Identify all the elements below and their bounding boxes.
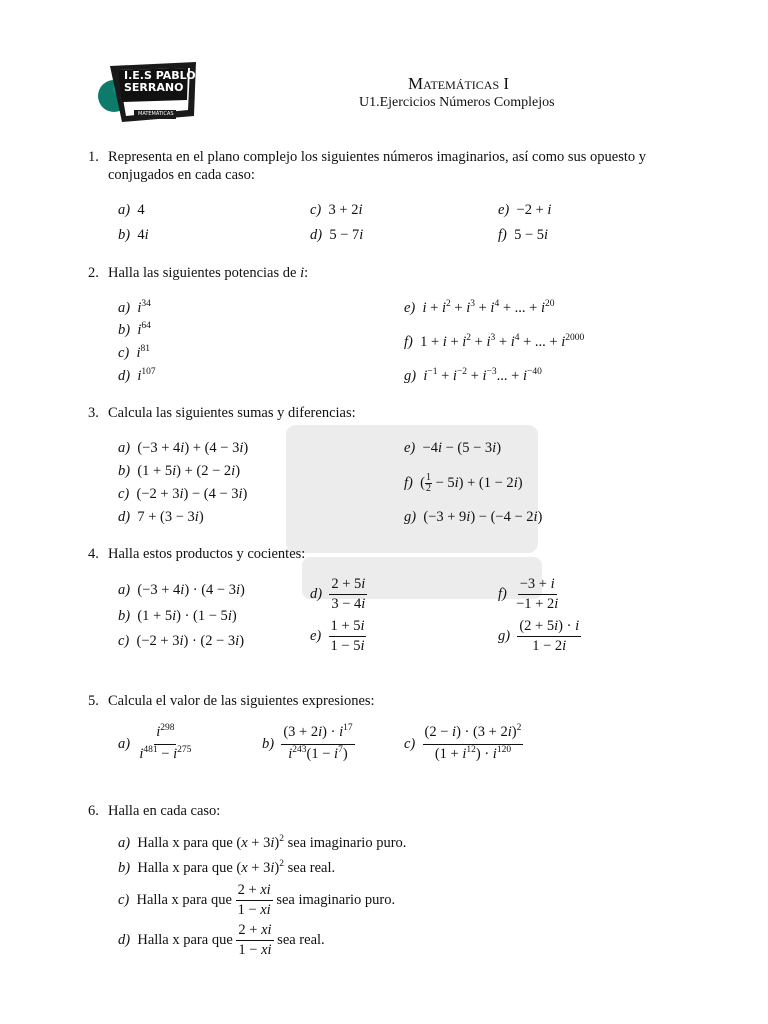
- ex4-item-e: e) $\frac{1 + 5i}{1 - 5i}$: [310, 618, 365, 654]
- ex1-item-c: c) 3 + 2i: [310, 202, 363, 218]
- exercise-3-statement: Calcula las siguientes sumas y diferencias:: [108, 405, 356, 421]
- ex6-item-a: a) Halla x para que $(x + 3i)^2$ sea imaginario puro.: [118, 834, 407, 851]
- ex5-item-b: b) $\frac{(3 + 2i) \cdot i^{17}}{i^{243}(1 - i^7)}$: [262, 723, 353, 762]
- ex5-item-c: c) $\frac{(2 - i) \cdot (3 + 2i)^2}{(1 + i^{12}) \cdot i^{120}}$: [404, 723, 522, 762]
- exercise-2-statement: Halla las siguientes potencias de i:: [108, 265, 309, 281]
- ex3-item-f: f) ( $\frac{1}{2}$ − 5i) + (1 − 2i): [404, 472, 523, 494]
- ex3-item-a: a) (−3 + 4i) + (4 − 3i): [118, 440, 249, 456]
- logo-line-1: I.E.S PABLO: [124, 69, 196, 82]
- exercise-5-number: 5.: [88, 693, 99, 709]
- logo-line-2: SERRANO: [124, 81, 184, 94]
- ex6-item-d: d) Halla x para que $\frac{2 + xi}{1 - xi}$ sea real.: [118, 922, 325, 958]
- ex3-item-e: e) −4i − (5 − 3i): [404, 440, 502, 456]
- ex4-item-f: f) $\frac{-3 + i}{-1 + 2i}$: [498, 576, 559, 612]
- ex2-item-c: c) $i^{81}$: [118, 344, 151, 361]
- exercise-3-number: 3.: [88, 405, 99, 421]
- ex4-item-d: d) $\frac{2 + 5i}{3 - 4i}$: [310, 576, 366, 612]
- ex1-item-f: f) 5 − 5i: [498, 227, 549, 243]
- exercise-1-number: 1.: [88, 149, 99, 165]
- ex1-item-a: a) 4: [118, 202, 145, 218]
- ex2-item-f: f) $1 + i + i^2 + i^3 + i^4$ + ... + $i^{2000}$: [404, 333, 585, 350]
- ex3-item-b: b) (1 + 5i) + (2 − 2i): [118, 463, 241, 479]
- ex2-item-g: g) $i^{-1} + i^{-2} + i^{-3}$... + $i^{-40}$: [404, 367, 542, 384]
- ex5-item-a: a) $\frac{i^{298}}{i^{481} - i^{275}}$: [118, 723, 192, 762]
- exercise-1-statement: Representa en el plano complejo los siguientes números imaginarios, así como sus opuesto y: [108, 149, 647, 165]
- exercise-1-statement-cont: conjugados en cada caso:: [108, 167, 255, 183]
- ex2-item-a: a) $i^{34}$: [118, 299, 151, 316]
- ex4-item-c: c) (−2 + 3i) · (2 − 3i): [118, 633, 245, 649]
- ex2-item-b: b) $i^{64}$: [118, 321, 151, 338]
- school-logo: [96, 58, 200, 132]
- ex3-item-c: c) (−2 + 3i) − (4 − 3i): [118, 486, 248, 502]
- exercise-6-number: 6.: [88, 803, 99, 819]
- ex2-item-e: e) $i + i^2 + i^3 + i^4$ + ... + $i^{20}$: [404, 299, 555, 316]
- exercise-4-number: 4.: [88, 546, 99, 562]
- ex1-item-e: e) −2 + i: [498, 202, 552, 218]
- ex6-item-b: b) Halla x para que $(x + 3i)^2$ sea real.: [118, 859, 336, 876]
- exercise-6-statement: Halla en cada caso:: [108, 803, 221, 819]
- ex1-item-d: d) 5 − 7i: [310, 227, 364, 243]
- exercise-4-statement: Halla estos productos y cocientes:: [108, 546, 306, 562]
- page-subtitle: U1.Ejercicios Números Complejos: [359, 95, 555, 110]
- ex2-item-d: d) $i^{107}$: [118, 367, 156, 384]
- ex4-item-g: g) $\frac{(2 + 5i) \cdot i}{1 - 2i}$: [498, 618, 580, 654]
- exercise-5-statement: Calcula el valor de las siguientes expresiones:: [108, 693, 375, 709]
- ex4-item-b: b) (1 + 5i) · (1 − 5i): [118, 608, 237, 624]
- exercise-2-number: 2.: [88, 265, 99, 281]
- ex3-item-d: d) 7 + (3 − 3i): [118, 509, 204, 525]
- logo-tag: MATEMÁTICAS: [138, 111, 174, 117]
- ex4-item-a: a) (−3 + 4i) · (4 − 3i): [118, 582, 245, 598]
- ex3-item-g: g) (−3 + 9i) − (−4 − 2i): [404, 509, 543, 525]
- ex1-item-b: b) 4i: [118, 227, 149, 243]
- ex6-item-c: c) Halla x para que $\frac{2 + xi}{1 - xi}$ sea imaginario puro.: [118, 882, 396, 918]
